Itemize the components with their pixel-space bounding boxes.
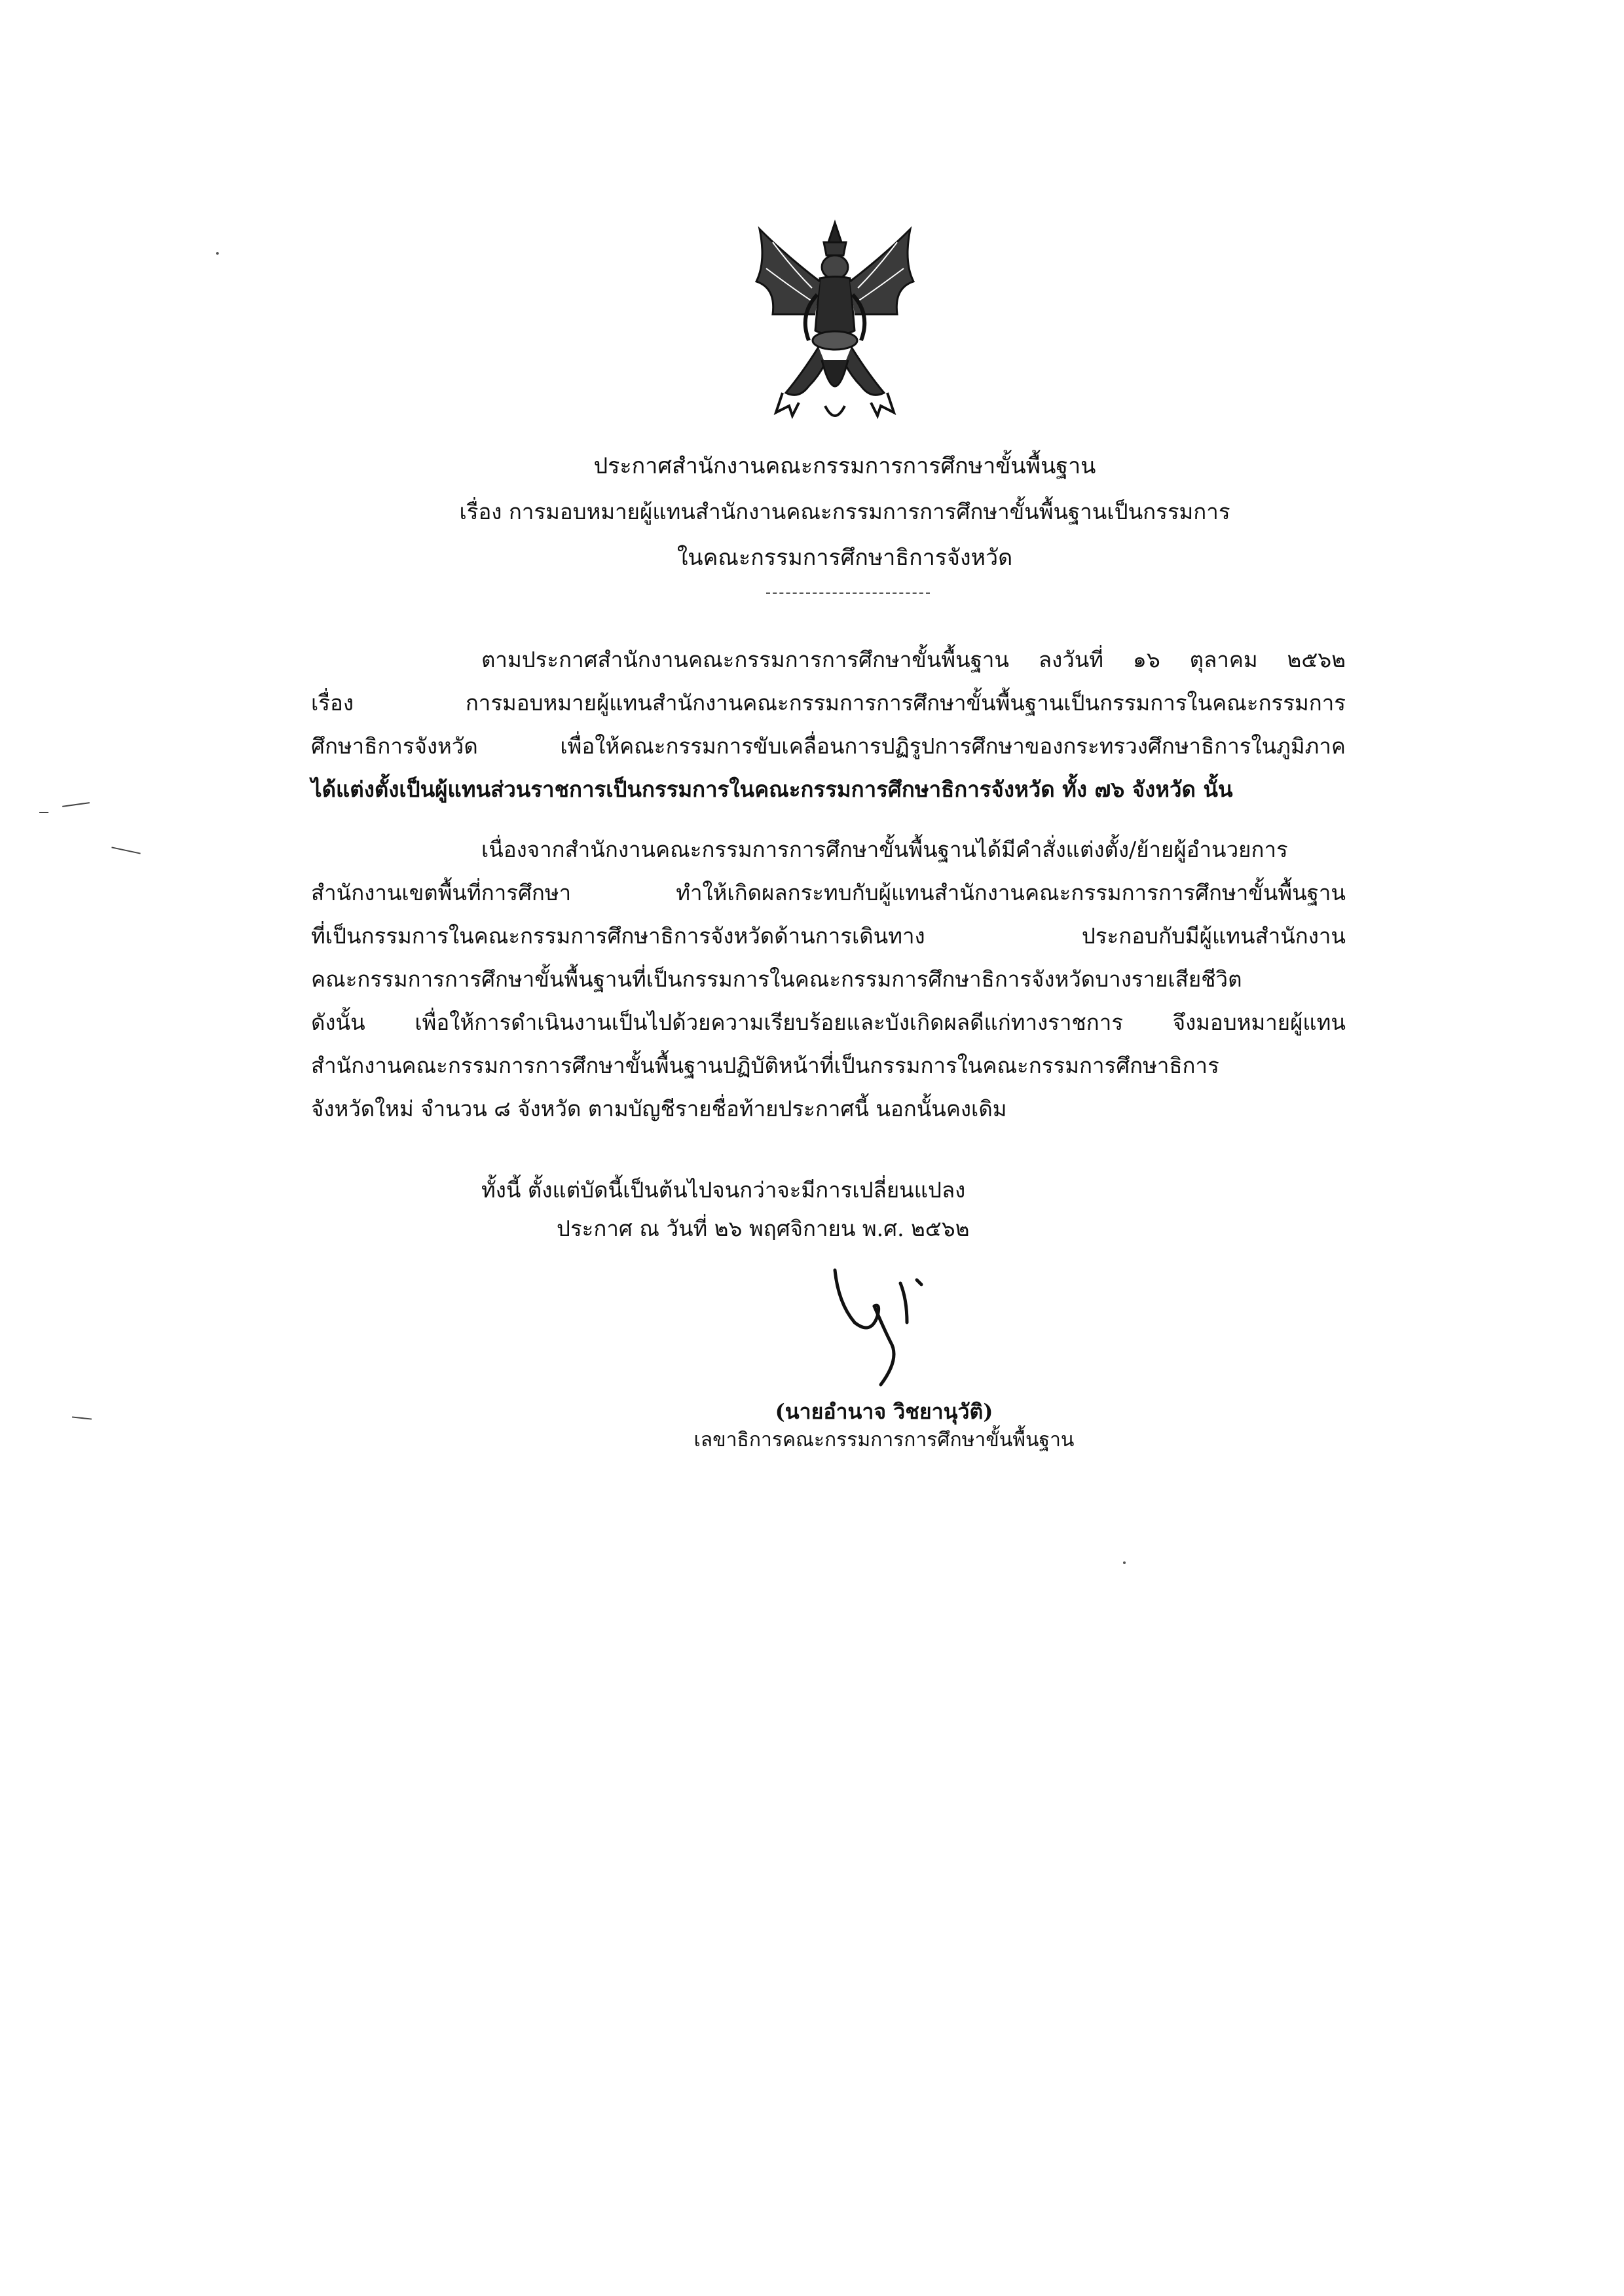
- paragraph-line: ดังนั้น เพื่อให้การดำเนินงานเป็นไปด้วยความเรียบร้อยและบังเกิดผลดีแก่ทางราชการ จึงมอบหมายผู้แทน: [311, 1010, 1346, 1035]
- announcement-issuer: ประกาศสำนักงานคณะกรรมการการศึกษาขั้นพื้นฐาน: [593, 453, 1096, 479]
- signer-name: (นายอำนาจ วิชยานุวัติ): [775, 1399, 993, 1424]
- paragraph-line: สำนักงานคณะกรรมการการศึกษาขั้นพื้นฐานปฏิบัติหน้าที่เป็นกรรมการในคณะกรรมการศึกษาธิการ: [311, 1053, 1219, 1078]
- announcement-date: ประกาศ ณ วันที่ ๒๖ พฤศจิกายน พ.ศ. ๒๕๖๒: [557, 1216, 970, 1241]
- paragraph-line: เรื่อง การมอบหมายผู้แทนสำนักงานคณะกรรมการการศึกษาขั้นพื้นฐานเป็นกรรมการในคณะกรรมการ: [311, 690, 1346, 716]
- paragraph-line: ทั้งนี้ ตั้งแต่บัดนี้เป็นต้นไปจนกว่าจะมีการเปลี่ยนแปลง: [481, 1177, 966, 1203]
- announcement-subject: เรื่อง การมอบหมายผู้แทนสำนักงานคณะกรรมการการศึกษาขั้นพื้นฐานเป็นกรรมการ: [459, 499, 1230, 524]
- heading-divider: [766, 592, 930, 594]
- paragraph-line: เนื่องจากสำนักงานคณะกรรมการการศึกษาขั้นพื้นฐานได้มีคำสั่งแต่งตั้ง/ย้ายผู้อำนวยการ: [481, 837, 1288, 862]
- scan-dot: [1123, 1561, 1126, 1564]
- signer-title: เลขาธิการคณะกรรมการการศึกษาขั้นพื้นฐาน: [693, 1429, 1075, 1451]
- announcement-subject-cont: ในคณะกรรมการศึกษาธิการจังหวัด: [676, 545, 1013, 571]
- paragraph-reason: [311, 828, 1346, 1131]
- paragraph-line: สำนักงานเขตพื้นที่การศึกษา ทำให้เกิดผลกระทบกับผู้แทนสำนักงานคณะกรรมการการศึกษาขั้นพื้นฐาน: [311, 880, 1346, 905]
- paragraph-line: ศึกษาธิการจังหวัด เพื่อให้คณะกรรมการขับเคลื่อนการปฏิรูปการศึกษาของกระทรวงศึกษาธิการในภูมิภาค: [311, 733, 1346, 759]
- scan-mark: [39, 812, 48, 813]
- scan-dot: [216, 252, 219, 255]
- paragraph-line: ตามประกาศสำนักงานคณะกรรมการการศึกษาขั้นพื้นฐาน ลงวันที่ ๑๖ ตุลาคม ๒๕๖๒: [481, 647, 1346, 672]
- paragraph-line: ได้แต่งตั้งเป็นผู้แทนส่วนราชการเป็นกรรมการในคณะกรรมการศึกษาธิการจังหวัด ทั้ง ๗๖ จังหวัด นั้น: [311, 776, 1233, 802]
- paragraph-line: ที่เป็นกรรมการในคณะกรรมการศึกษาธิการจังหวัดด้านการเดินทาง ประกอบกับมีผู้แทนสำนักงาน: [311, 923, 1346, 949]
- scan-mark: [111, 847, 140, 854]
- paragraph-line: จังหวัดใหม่ จำนวน ๘ จังหวัด ตามบัญชีรายชื่อท้ายประกาศนี้ นอกนั้นคงเดิม: [311, 1096, 1007, 1121]
- paragraph-effective: [481, 1169, 1346, 1212]
- paragraph-reference: [311, 638, 1346, 811]
- scan-mark: [62, 802, 90, 807]
- handwritten-signature: [809, 1244, 946, 1401]
- garuda-emblem-icon: [747, 216, 923, 432]
- scan-mark: [72, 1416, 92, 1419]
- paragraph-line: คณะกรรมการการศึกษาขั้นพื้นฐานที่เป็นกรรมการในคณะกรรมการศึกษาธิการจังหวัดบางรายเสียชีวิต: [311, 966, 1242, 992]
